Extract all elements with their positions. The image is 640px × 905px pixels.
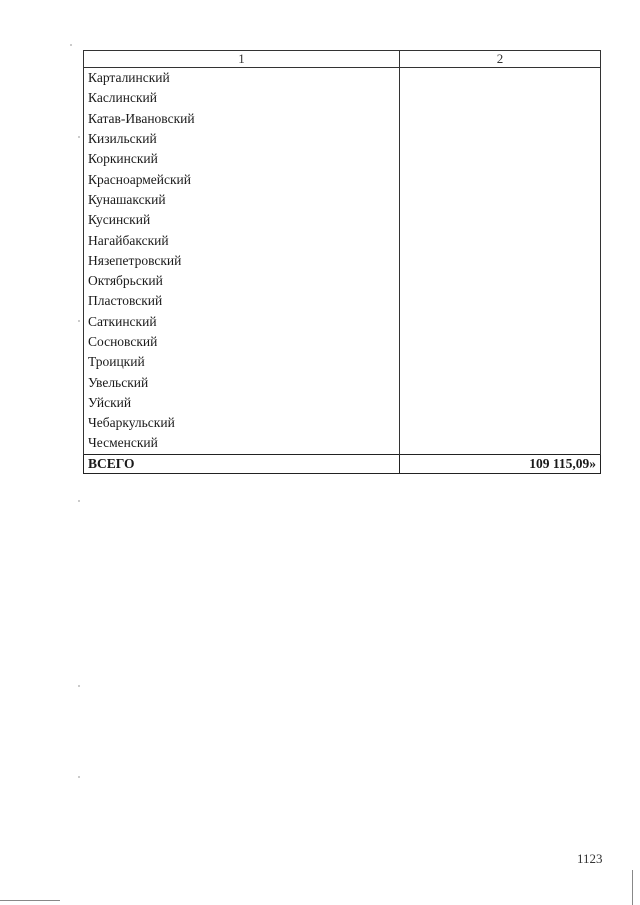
row-label: Нязепетровский (84, 251, 400, 271)
column-header-2: 2 (400, 51, 601, 68)
row-value (400, 230, 601, 250)
row-label: Саткинский (84, 312, 400, 332)
scan-speck (78, 776, 80, 778)
row-label: Уйский (84, 393, 400, 413)
row-value (400, 291, 601, 311)
row-label: Кусинский (84, 210, 400, 230)
row-value (400, 68, 601, 89)
table-row (84, 129, 601, 149)
data-table (83, 50, 601, 474)
row-label: Кунашакский (84, 190, 400, 210)
table-row (84, 210, 601, 230)
scan-speck (78, 320, 80, 322)
table-header-row (84, 51, 601, 68)
table-row (84, 169, 601, 189)
row-label: Троицкий (84, 352, 400, 372)
row-value (400, 129, 601, 149)
row-value (400, 88, 601, 108)
row-label: Каслинский (84, 88, 400, 108)
row-label: Коркинский (84, 149, 400, 169)
row-label: Сосновский (84, 332, 400, 352)
table-row (84, 372, 601, 392)
scan-edge-line (0, 900, 60, 901)
total-row (84, 454, 601, 473)
row-value (400, 169, 601, 189)
table-row (84, 393, 601, 413)
scan-edge-line (632, 870, 633, 905)
row-value (400, 332, 601, 352)
total-value: 109 115,09» (400, 454, 601, 473)
table-row (84, 230, 601, 250)
table-row (84, 68, 601, 89)
row-value (400, 210, 601, 230)
row-label: Увельский (84, 372, 400, 392)
table-row (84, 149, 601, 169)
table-row (84, 352, 601, 372)
row-label: Чесменский (84, 433, 400, 454)
row-value (400, 372, 601, 392)
table-row (84, 312, 601, 332)
scan-speck (70, 44, 72, 46)
scan-speck (78, 136, 80, 138)
scan-speck (78, 685, 80, 687)
row-label: Пластовский (84, 291, 400, 311)
table-row (84, 251, 601, 271)
row-value (400, 413, 601, 433)
table-row (84, 332, 601, 352)
row-label: Кизильский (84, 129, 400, 149)
row-value (400, 393, 601, 413)
table-row (84, 88, 601, 108)
row-value (400, 312, 601, 332)
scan-speck (78, 500, 80, 502)
row-label: Катав-Ивановский (84, 109, 400, 129)
column-header-1: 1 (84, 51, 400, 68)
table-row (84, 413, 601, 433)
row-value (400, 271, 601, 291)
row-value (400, 149, 601, 169)
row-value (400, 251, 601, 271)
row-value (400, 433, 601, 454)
row-label: Карталинский (84, 68, 400, 89)
table-row (84, 271, 601, 291)
row-label: Октябрьский (84, 271, 400, 291)
row-label: Нагайбакский (84, 230, 400, 250)
table-row (84, 291, 601, 311)
table-row (84, 190, 601, 210)
row-value (400, 109, 601, 129)
row-value (400, 190, 601, 210)
table-row (84, 109, 601, 129)
table-row (84, 433, 601, 454)
page-number: 1123 (577, 851, 603, 866)
total-label: ВСЕГО (84, 454, 400, 473)
row-label: Красноармейский (84, 169, 400, 189)
row-value (400, 352, 601, 372)
row-label: Чебаркульский (84, 413, 400, 433)
